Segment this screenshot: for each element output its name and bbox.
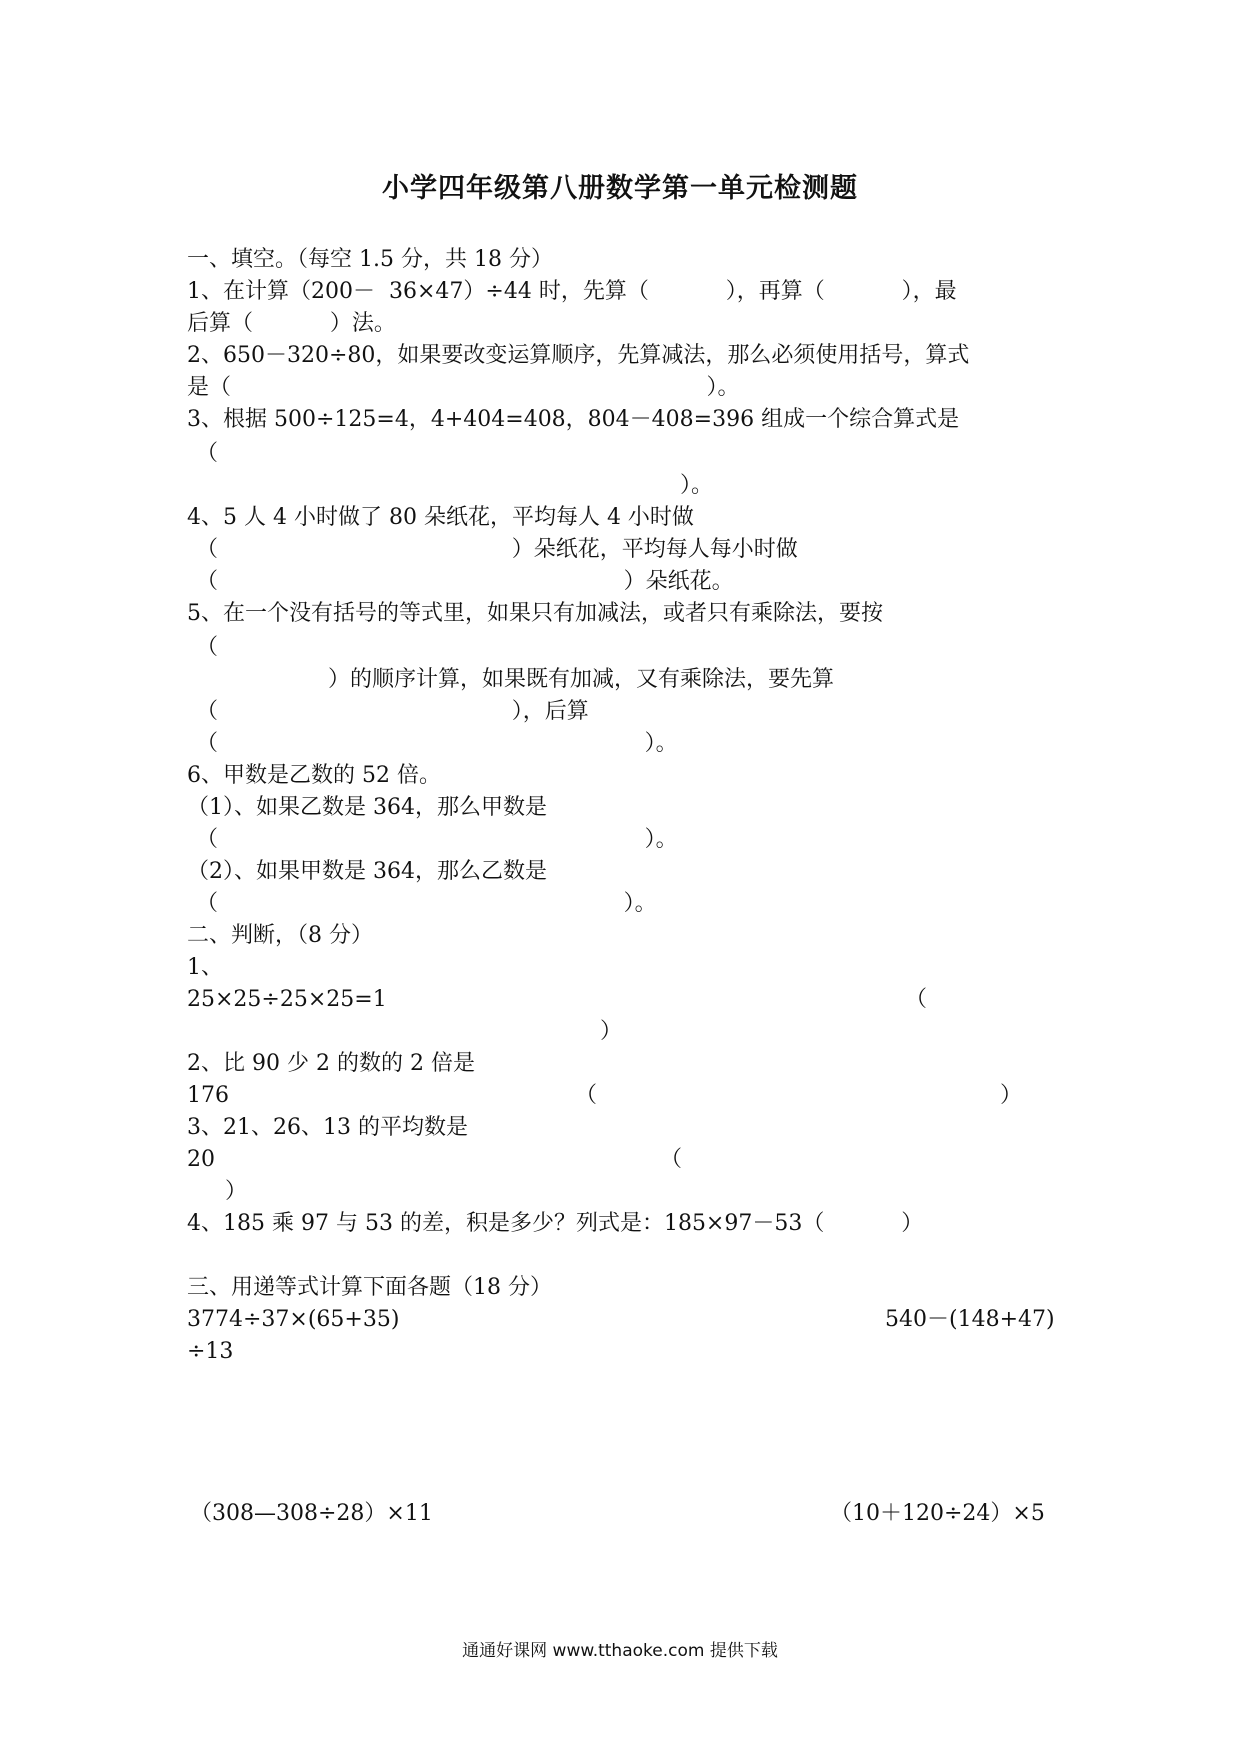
question-2-line-1: 2、650－320÷80，如果要改变运算顺序，先算减法，那么必须使用括号，算式 xyxy=(187,343,970,368)
section-1-heading: 一、填空。（每空 1.5 分，共 18 分） xyxy=(187,247,553,272)
question-6-line-2: （1）、如果乙数是 364，那么甲数是 xyxy=(187,795,547,820)
calc-3: （308—308÷28）×11 xyxy=(190,1501,433,1526)
question-4-line-1: 4、5 人 4 小时做了 80 朵纸花，平均每人 4 小时做 xyxy=(187,505,694,530)
question-5-line-5: （ ）。 xyxy=(196,731,678,756)
question-5-line-1: 5、在一个没有括号的等式里，如果只有加减法，或者只有乘除法，要按 xyxy=(187,601,883,626)
question-4-line-2: （ ）朵纸花，平均每人每小时做 xyxy=(196,537,798,562)
page-title: 小学四年级第八册数学第一单元检测题 xyxy=(382,173,858,204)
judge-3-open-bracket: （ xyxy=(660,1147,683,1172)
question-3-line-3: ）。 xyxy=(680,473,714,498)
question-6-line-3: （ ）。 xyxy=(196,827,678,852)
calc-1: 3774÷37×(65+35) xyxy=(187,1307,400,1332)
judge-4-text: 4、185 乘 97 与 53 的差，积是多少？列式是：185×97－53（ ） xyxy=(187,1211,924,1236)
question-3-line-1: 3、根据 500÷125=4，4+404=408，804－408=396 组成一个综合算式是 xyxy=(187,407,960,432)
judge-1-open-bracket: （ xyxy=(905,987,928,1012)
section-3-heading: 三、用递等式计算下面各题（18 分） xyxy=(187,1275,552,1300)
judge-3-text: 3、21、26、13 的平均数是 xyxy=(187,1115,468,1140)
question-2-line-2: 是（ ）。 xyxy=(187,375,740,400)
judge-1-number: 1、 xyxy=(187,955,223,980)
question-1-line-2: 后算（ ）法。 xyxy=(187,311,396,336)
judge-1-close-bracket: ） xyxy=(600,1019,623,1044)
footer-credit: 通通好课网 www.tthaoke.com 提供下载 xyxy=(462,1641,778,1661)
judge-2-close-bracket: ） xyxy=(1000,1083,1023,1108)
calc-2: 540－(148+47) xyxy=(885,1307,1055,1332)
judge-3-value: 20 xyxy=(187,1147,215,1172)
judge-2-text: 2、比 90 少 2 的数的 2 倍是 xyxy=(187,1051,475,1076)
judge-2-value: 176 xyxy=(187,1083,229,1108)
calc-2-continued: ÷13 xyxy=(187,1339,234,1364)
question-5-line-3: ）的顺序计算，如果既有加减，又有乘除法，要先算 xyxy=(328,667,835,692)
question-6-line-5: （ ）。 xyxy=(196,891,657,916)
question-4-line-3: （ ）朵纸花。 xyxy=(196,569,734,594)
question-6-line-4: （2）、如果甲数是 364，那么乙数是 xyxy=(187,859,547,884)
question-6-line-1: 6、甲数是乙数的 52 倍。 xyxy=(187,763,441,788)
question-5-line-2: （ xyxy=(196,635,219,660)
section-2-heading: 二、判断，（8 分） xyxy=(187,923,373,948)
question-3-line-2: （ xyxy=(196,441,219,466)
question-5-line-4: （ ），后算 xyxy=(196,699,589,724)
judge-1-text: 25×25÷25×25=1 xyxy=(187,987,387,1012)
calc-4: （10＋120÷24）×5 xyxy=(830,1501,1045,1526)
judge-2-open-bracket: （ xyxy=(575,1083,598,1108)
judge-3-close-bracket: ） xyxy=(225,1179,248,1204)
question-1-line-1: 1、在计算（200－ 36×47）÷44 时，先算（ ），再算（ ），最 xyxy=(187,279,957,304)
